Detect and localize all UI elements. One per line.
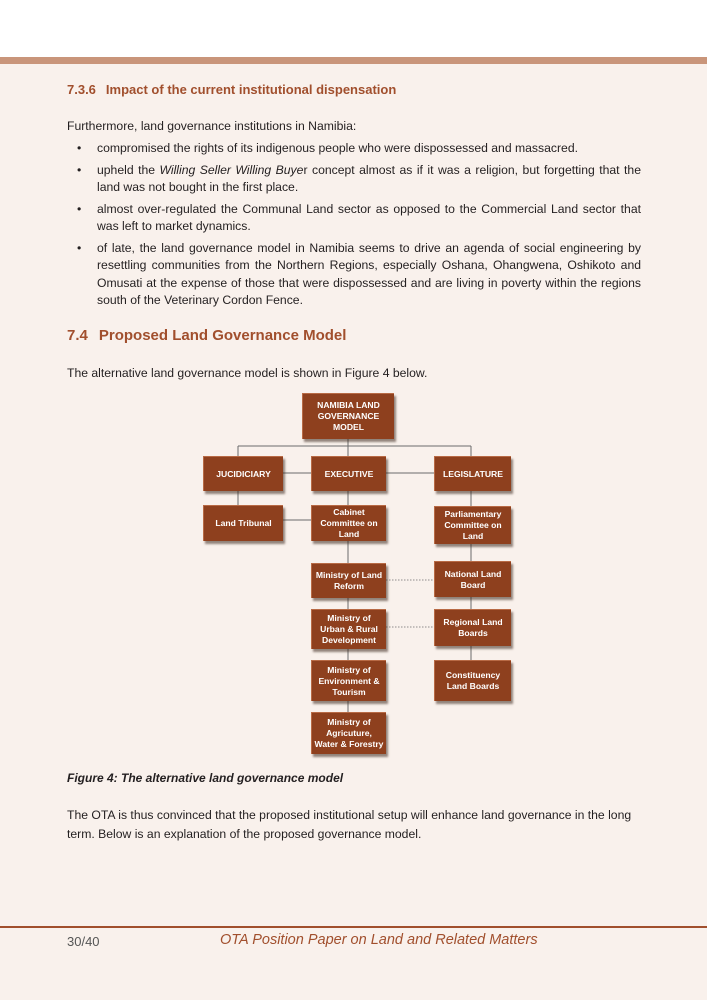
org-node-parliamentary-committee: Parliamentary Committee on Land — [434, 506, 511, 544]
section-title: Impact of the current institutional dispensation — [105, 82, 397, 97]
bullet-item: • almost over-regulated the Communal Land sector as opposed to the Commercial Land sector that was left to market dynamics. — [67, 201, 641, 236]
section-number: 7.3.6 — [67, 82, 96, 97]
bullet-list — [67, 140, 641, 314]
section-number: 7.4 — [67, 327, 88, 344]
header-rule — [0, 57, 707, 64]
org-node-ministry-land-reform: Ministry of Land Reform — [311, 563, 386, 598]
section-title: Proposed Land Governance Model — [98, 327, 347, 344]
bullet-text: r concept almost as if it was a religion, but forgetting that the land was not bought in the first place. — [97, 162, 641, 194]
footer-rule — [0, 926, 707, 928]
bullet-item: • compromised the rights of its indigenous people who were dispossessed and massacred. — [67, 140, 641, 158]
org-node-cabinet-committee: Cabinet Committee on Land — [311, 505, 386, 541]
org-node-regional-land-boards: Regional Land Boards — [434, 609, 511, 646]
figure-caption: Figure 4: The alternative land governance model — [67, 771, 344, 785]
org-node-constituency-land-boards: Constituency Land Boards — [434, 660, 511, 701]
org-node-legislature: LEGISLATURE — [434, 456, 511, 491]
bullet-emphasis: Willing Seller Willing Buye — [159, 162, 304, 177]
org-node-ministry-agriculture: Ministry of Agricuture, Water & Forestry — [311, 712, 386, 754]
org-node-ministry-urban-rural: Ministry of Urban & Rural Development — [311, 609, 386, 649]
bullet-text: upheld the — [97, 162, 160, 177]
org-node-ministry-environment: Ministry of Environment & Tourism — [311, 660, 386, 701]
org-node-root: NAMIBIA LAND GOVERNANCE MODEL — [302, 393, 394, 439]
bullet-item — [67, 162, 641, 197]
section-heading-7-4 — [67, 327, 346, 344]
figure-intro: The alternative land governance model is shown in Figure 4 below. — [67, 366, 428, 380]
header-band — [0, 0, 707, 57]
footer-title: OTA Position Paper on Land and Related Matters — [220, 932, 538, 948]
org-node-national-land-board: National Land Board — [434, 561, 511, 597]
intro-paragraph: Furthermore, land governance institutions in Namibia: — [67, 119, 357, 133]
section-heading-7-3-6 — [67, 82, 396, 97]
page-number: 30/40 — [67, 934, 100, 949]
org-node-land-tribunal: Land Tribunal — [203, 505, 283, 541]
org-node-judiciary: JUCIDICIARY — [203, 456, 283, 491]
conclusion-paragraph: The OTA is thus convinced that the proposed institutional setup will enhance land governance in the long term. Below is an explanation of the proposed governance model. — [67, 808, 632, 841]
bullet-item: • of late, the land governance model in Namibia seems to drive an agenda of social engineering by resettling communities from the Northern Regions, especially Oshana, Ohangwena, Oshikoto and Omusati at the expense of those that were dispossessed and are living in poverty within the regions south of the Veterinary Cordon Fence. — [67, 240, 641, 310]
org-node-executive: EXECUTIVE — [311, 456, 386, 491]
